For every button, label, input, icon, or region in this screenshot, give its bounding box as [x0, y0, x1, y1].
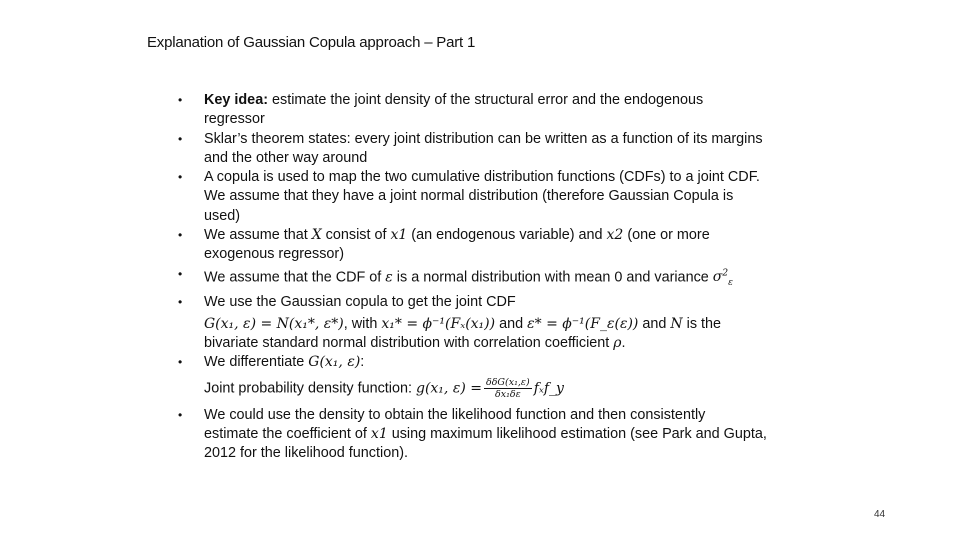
text: exogenous regressor): [204, 246, 344, 263]
text: estimate the joint density of the structural error and the endogenous: [268, 92, 704, 108]
text: We use the Gaussian copula to get the joint CDF: [204, 294, 516, 311]
bullet-dot: •: [178, 93, 183, 107]
bullet-dot: •: [178, 407, 183, 422]
text: :: [360, 354, 365, 371]
sigma-exponent: 2: [722, 268, 729, 279]
math-x2: x2: [606, 227, 624, 244]
bullet-dot: •: [178, 355, 183, 370]
text: (one or more: [623, 227, 710, 244]
math-rho: ρ: [613, 335, 622, 352]
math-n: N: [670, 315, 683, 332]
text: regressor: [204, 111, 265, 128]
text: 2012 for the likelihood function).: [204, 445, 408, 462]
math-density-rhs: fₓf_y: [533, 379, 564, 396]
text: and: [495, 315, 528, 332]
text: , with: [343, 315, 382, 332]
text: used): [204, 207, 240, 224]
bullet-copula: [178, 168, 798, 226]
math-density-lhs: g(x₁, ε) =: [415, 379, 482, 396]
math-x1: x1: [390, 227, 408, 244]
math-g: G(x₁, ε): [308, 354, 361, 371]
bullet-sklar: [178, 130, 798, 169]
text: We assume that the CDF of: [204, 269, 386, 286]
text: estimate the coefficient of: [204, 425, 371, 442]
fraction-numerator: δδG(x₁,ε): [485, 376, 530, 388]
bullet-dot: •: [178, 295, 183, 310]
text: Joint probability density function:: [204, 379, 416, 396]
math-epsilon: ε: [385, 269, 393, 286]
bullet-x-consists: [178, 226, 798, 265]
text: .: [621, 335, 626, 352]
bullet-gaussian-copula: [178, 293, 798, 353]
text: bivariate standard normal distribution with correlation coefficient: [204, 335, 614, 352]
text: We assume that: [204, 227, 312, 244]
slide-title: Explanation of Gaussian Copula approach – Part 1: [147, 34, 476, 51]
page-number: 44: [874, 509, 886, 520]
bold-label: Key idea:: [204, 92, 268, 108]
text: A copula is used to map the two cumulative distribution functions (CDFs) to a joint CDF.: [204, 169, 760, 186]
text: We assume that they have a joint normal distribution (therefore Gaussian Copula is: [204, 188, 734, 205]
bullet-key-idea: [178, 91, 798, 130]
text: is the: [682, 315, 722, 332]
text: Sklar’s theorem states: every joint distribution can be written as a function of its margins: [204, 130, 763, 147]
text: consist of: [321, 227, 391, 244]
math-x1-star: x₁* = ϕ⁻¹(Fₓ(x₁)): [381, 315, 496, 332]
text: and the other way around: [204, 149, 368, 166]
bullet-differentiate: [178, 353, 798, 399]
math-x: X: [311, 227, 322, 244]
math-joint-cdf: G(x₁, ε) = N(x₁*, ε*): [204, 315, 344, 332]
bullet-list: [178, 91, 798, 464]
sigma-subscript: ε: [728, 278, 733, 289]
bullet-cdf-epsilon: [178, 265, 798, 294]
math-sigma: $\sigma^2_\varepsilon$: [712, 268, 733, 289]
bullet-dot: •: [178, 131, 183, 146]
math-eps-star: ε* = ϕ⁻¹(F_ε(ε)): [527, 315, 639, 332]
text: We could use the density to obtain the likelihood function and then consistently: [204, 406, 706, 423]
text: (an endogenous variable) and: [407, 227, 607, 244]
bullet-likelihood: [178, 406, 798, 464]
text: and: [638, 315, 671, 332]
text: is a normal distribution with mean 0 and variance: [392, 269, 713, 286]
math-fraction: [484, 377, 532, 400]
text: using maximum likelihood estimation (see Park and Gupta,: [387, 425, 767, 442]
bullet-dot: •: [178, 228, 183, 243]
fraction-denominator: δx₁δε: [495, 388, 521, 400]
text: We differentiate: [204, 354, 309, 371]
bullet-dot: •: [178, 170, 183, 185]
math-x1: x1: [370, 425, 388, 442]
bullet-dot: •: [178, 266, 183, 281]
